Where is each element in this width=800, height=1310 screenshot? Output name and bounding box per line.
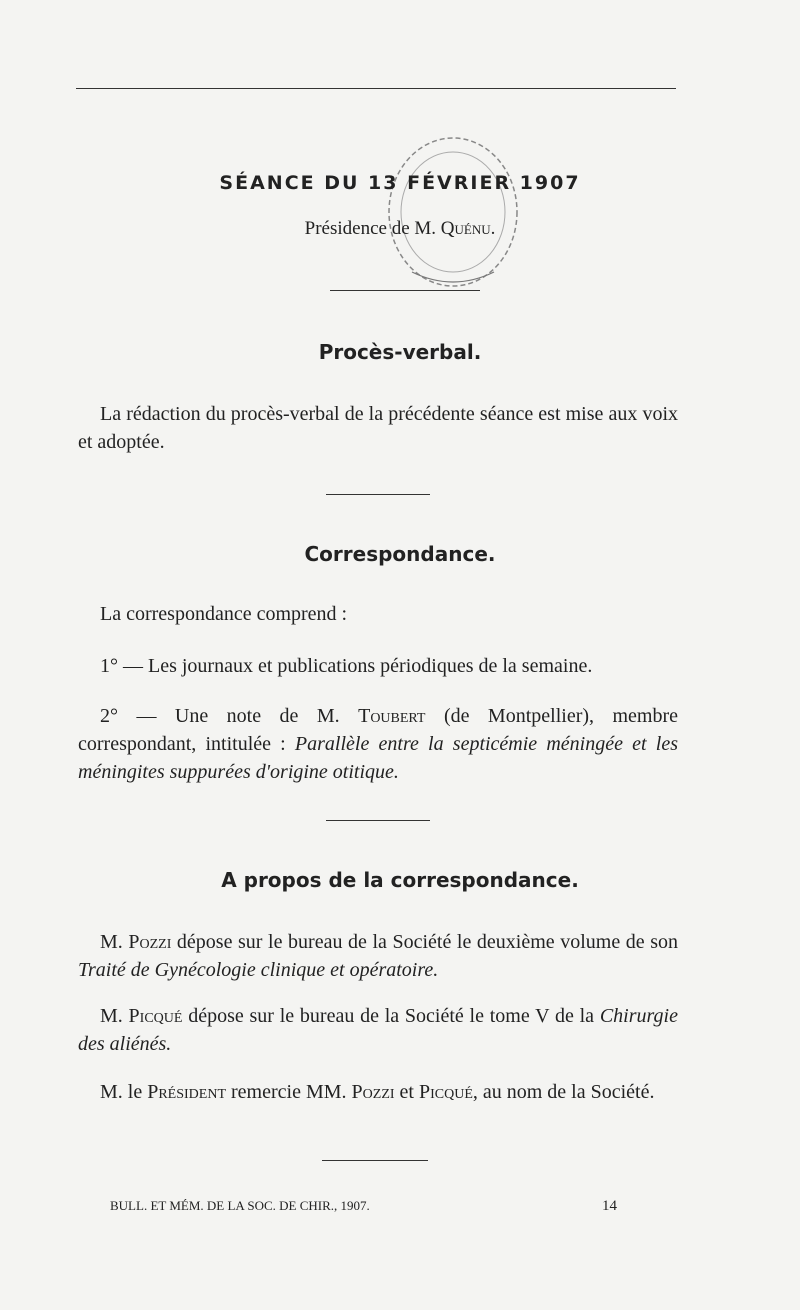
correspondance-item-2 xyxy=(78,702,678,786)
library-stamp-icon xyxy=(382,122,524,292)
p1-prefix: M. xyxy=(100,931,129,953)
p3-end: , au nom de la Société. xyxy=(472,1081,655,1103)
p1-name: Pozzi xyxy=(128,931,172,953)
p2-mid: dépose sur le bureau de la Société le tome V de la xyxy=(182,1005,600,1027)
p3-prefix: M. le xyxy=(100,1081,148,1103)
p2-name: Picqué xyxy=(128,1005,183,1027)
item2-prefix: 2° — Une note de M. xyxy=(100,705,359,727)
presidence-prefix: Présidence de xyxy=(304,218,415,239)
divider-rule-1 xyxy=(326,494,430,495)
proces-verbal-text: La rédaction du procès-verbal de la précédente séance est mise aux voix et adoptée. xyxy=(78,403,678,453)
p1-title: Traité de Gynécologie clinique et opératoire. xyxy=(78,959,439,981)
session-title: SÉANCE DU 13 FÉVRIER 1907 xyxy=(219,172,581,194)
divider-rule-2 xyxy=(326,820,430,821)
p3-name: Président xyxy=(147,1081,227,1103)
header-rule xyxy=(330,290,480,291)
section-title-proces-verbal: Procès-verbal. xyxy=(318,340,482,364)
correspondance-intro: La correspondance comprend : xyxy=(100,603,348,625)
p3-and: et xyxy=(394,1081,419,1103)
correspondance-item-1: 1° — Les journaux et publications périodiques de la semaine. xyxy=(100,655,593,677)
a-propos-paragraph-2 xyxy=(78,1002,678,1058)
p2-prefix: M. xyxy=(100,1005,129,1027)
p3-mid: remercie MM. xyxy=(226,1081,352,1103)
section-title-a-propos: A propos de la correspondance. xyxy=(221,868,579,892)
footer-citation: BULL. ET MÉM. DE LA SOC. DE CHIR., 1907. xyxy=(110,1198,370,1213)
item2-title: Parallèle entre la septicémie méningée et les méningites suppurées d'origine otitique. xyxy=(78,733,678,783)
p3-name3: Picqué xyxy=(418,1081,473,1103)
a-propos-paragraph-1 xyxy=(78,928,678,984)
item2-mid: (de Montpellier), membre correspondant, intitulée : xyxy=(78,705,678,755)
president-name: M. Quénu. xyxy=(414,218,496,239)
presidence-line xyxy=(0,218,800,240)
p2-title: Chirurgie des aliénés. xyxy=(78,1005,678,1055)
p1-mid: dépose sur le bureau de la Société le deuxième volume de son xyxy=(171,931,678,953)
a-propos-paragraph-3 xyxy=(78,1078,678,1106)
page-number: 14 xyxy=(602,1198,617,1214)
section-title-correspondance: Correspondance. xyxy=(304,542,496,566)
item2-name: Toubert xyxy=(358,705,426,727)
top-rule xyxy=(76,88,676,89)
p3-name2: Pozzi xyxy=(351,1081,395,1103)
divider-rule-3 xyxy=(322,1160,428,1161)
